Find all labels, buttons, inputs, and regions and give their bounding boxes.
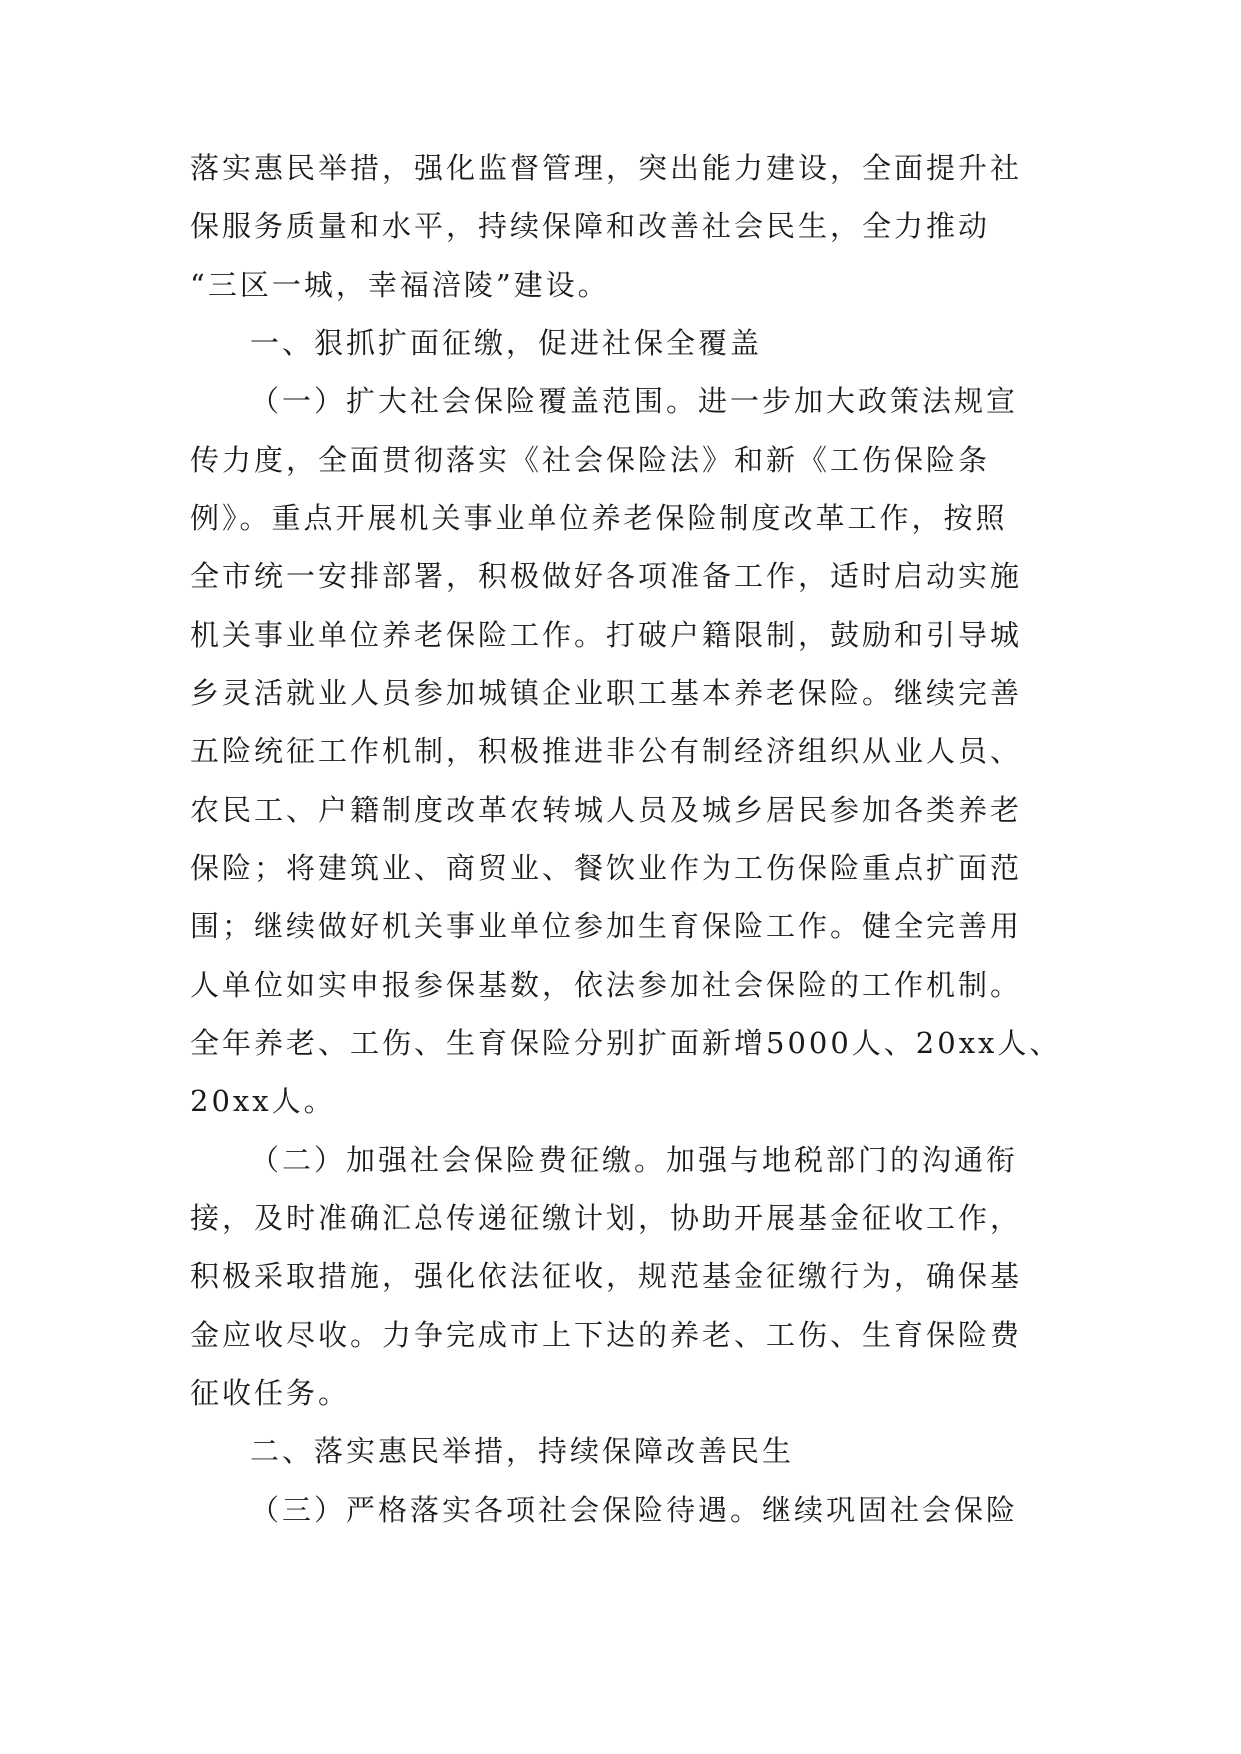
text-line: 保险；将建筑业、商贸业、餐饮业作为工伤保险重点扩面范 [190, 851, 1023, 885]
text-line: 农民工、户籍制度改革农转城人员及城乡居民参加各类养老 [190, 793, 1023, 827]
text-line: 围；继续做好机关事业单位参加生育保险工作。健全完善用 [190, 909, 1023, 943]
text-line: 金应收尽收。力争完成市上下达的养老、工伤、生育保险费 [190, 1318, 1023, 1352]
text-line: 五险统征工作机制，积极推进非公有制经济组织从业人员、 [190, 734, 1023, 768]
text-line: 人单位如实申报参保基数，依法参加社会保险的工作机制。 [190, 968, 1023, 1002]
text-line: “三区一城，幸福涪陵”建设。 [190, 268, 610, 302]
text-line: 例》。重点开展机关事业单位养老保险制度改革工作，按照 [190, 501, 1008, 535]
text-line: 20xx人。 [190, 1084, 336, 1118]
text-line: （二）加强社会保险费征缴。加强与地税部门的沟通衔 [250, 1143, 1019, 1177]
section-heading: 二、落实惠民举措，持续保障改善民生 [250, 1434, 795, 1468]
text-line: 全市统一安排部署，积极做好各项准备工作，适时启动实施 [190, 559, 1023, 593]
text-line: 接，及时准确汇总传递征缴计划，协助开展基金征收工作， [190, 1201, 1023, 1235]
text-line: （一）扩大社会保险覆盖范围。进一步加大政策法规宣 [250, 384, 1019, 418]
text-line: 机关事业单位养老保险工作。打破户籍限制，鼓励和引导城 [190, 618, 1023, 652]
text-line: 全年养老、工伤、生育保险分别扩面新增5000人、20xx人、 [190, 1026, 1062, 1060]
text-line: 保服务质量和水平，持续保障和改善社会民生，全力推动 [190, 209, 991, 243]
text-line: 传力度，全面贯彻落实《社会保险法》和新《工伤保险条 [190, 443, 991, 477]
text-line: 积极采取措施，强化依法征收，规范基金征缴行为，确保基 [190, 1259, 1023, 1293]
text-line: 乡灵活就业人员参加城镇企业职工基本养老保险。继续完善 [190, 676, 1023, 710]
text-line: （三）严格落实各项社会保险待遇。继续巩固社会保险 [250, 1493, 1019, 1527]
section-heading: 一、狠抓扩面征缴，促进社保全覆盖 [250, 326, 763, 360]
text-line: 征收任务。 [190, 1376, 351, 1410]
text-line: 落实惠民举措，强化监督管理，突出能力建设，全面提升社 [190, 151, 1023, 185]
